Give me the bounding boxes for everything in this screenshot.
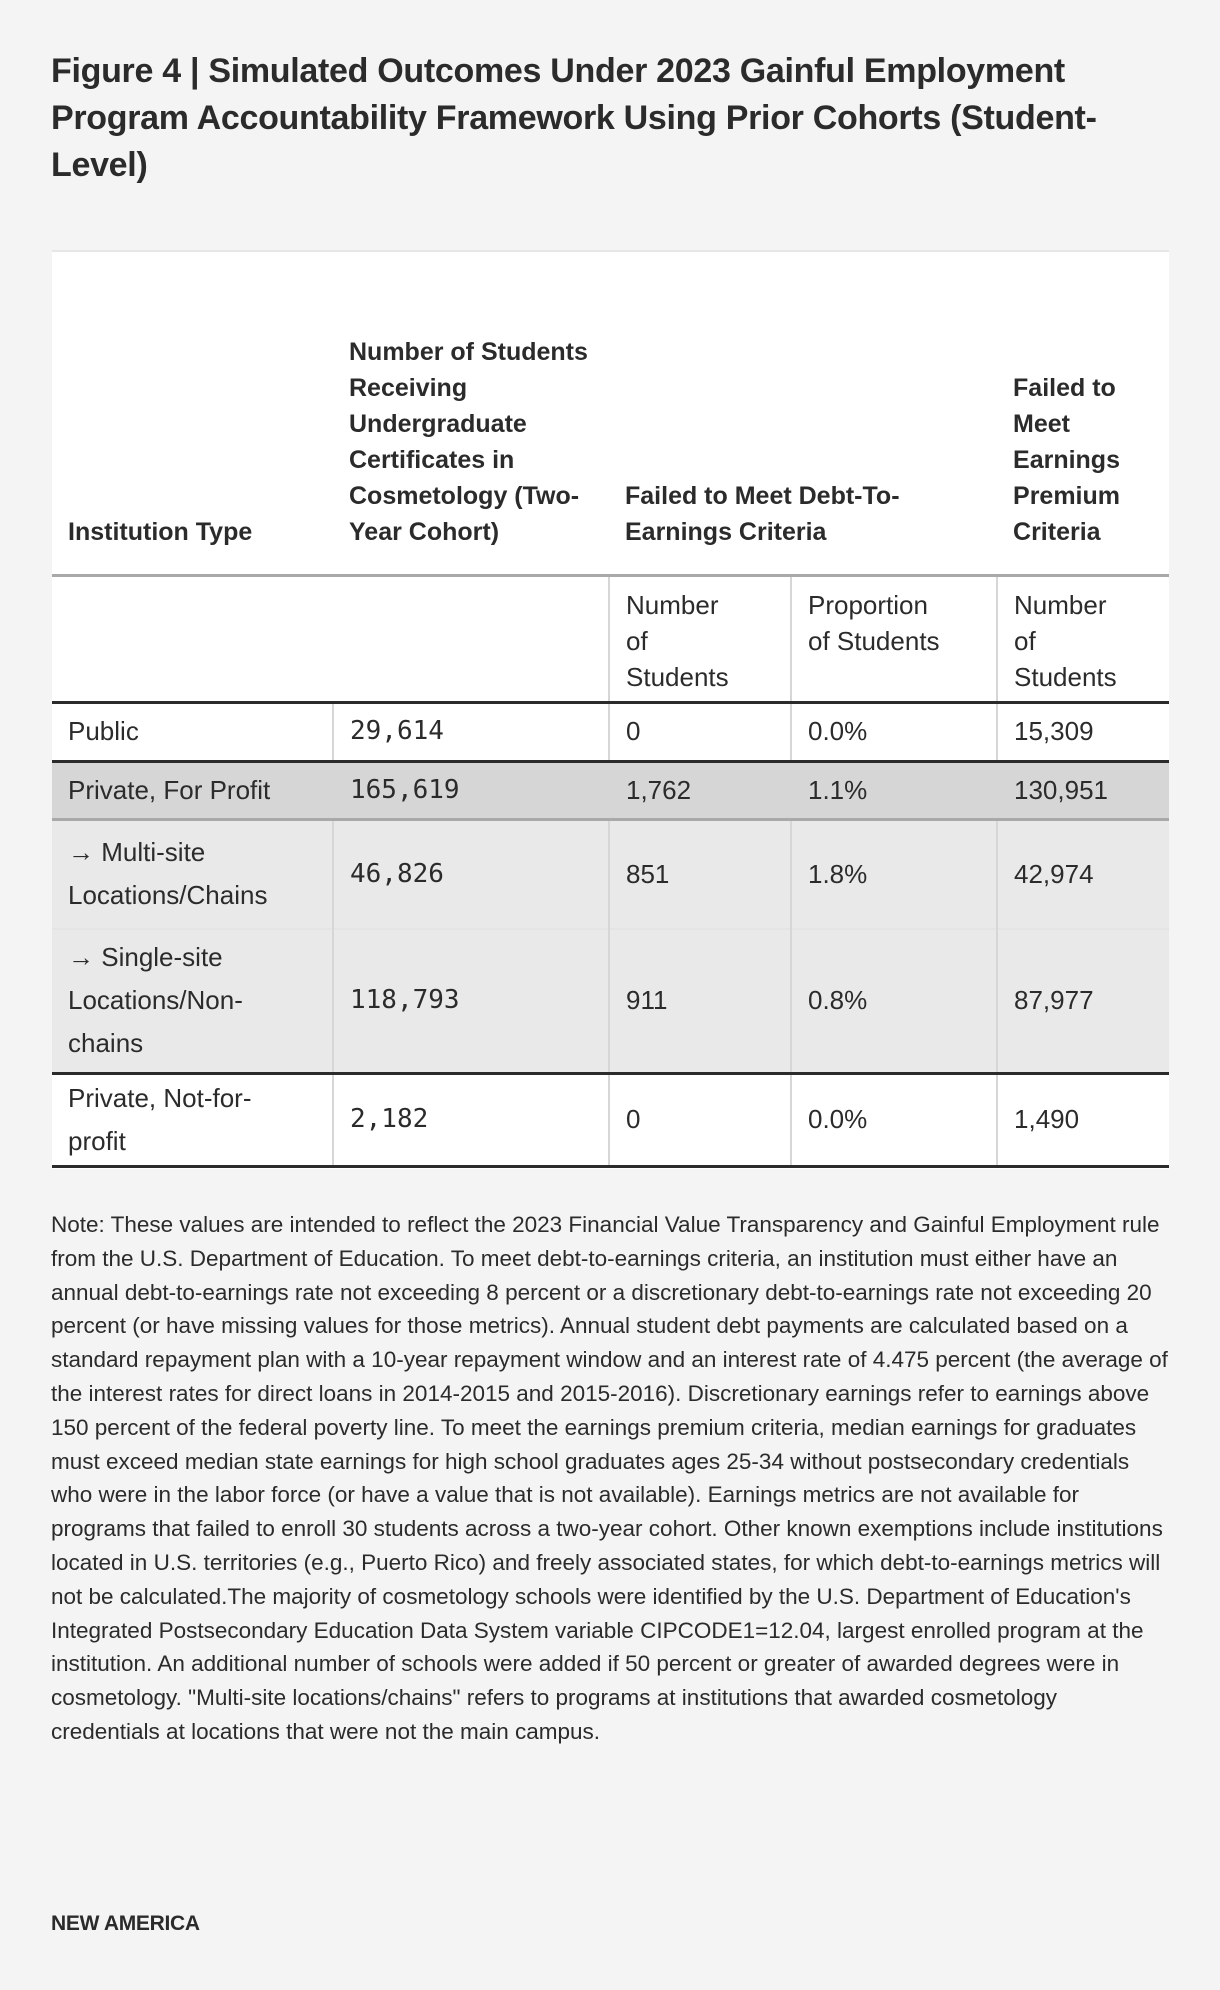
figure-note: Note: These values are intended to reflect the 2023 Financial Value Transparency and Gainful Employment rule from the U.S. Department of Education. To meet debt-to-earnings criteria, an institution must either have an annual debt-to-earnings rate not exceeding 8 percent or a discretionary debt-to-earnings rate not exceeding 20 percent (or have missing values for those metrics). Annual student debt payments are calculated based on a standard repayment plan with a 10-year repayment window and an interest rate of 4.475 percent (the average of the interest rates for direct loans in 2014-2015 and 2015-2016). Discretionary earnings refer to earnings above 150 percent of the federal poverty line. To meet the earnings premium criteria, median earnings for graduates must exceed median state earnings for high school graduates ages 25-34 without postsecondary credentials who were in the labor force (or have a value that is not available). Earnings metrics are not available for programs that failed to enroll 30 students across a two-year cohort. Other known exemptions include institutions located in U.S. territories (e.g., Puerto Rico) and freely associated states, for which debt-to-earnings metrics will not be calculated.The majority of cosmetology schools were identified by the U.S. Department of Education's Integrated Postsecondary Education Data System variable CIPCODE1=12.04, largest enrolled program at the institution. An additional number of schools were added if 50 percent or greater of awarded degrees were in cosmetology. "Multi-site locations/chains" refers to programs at institutions that awarded cosmetology credentials at locations that were not the main campus.: [51, 1212, 1168, 1744]
subheader-dte-proportion: Proportion of Students: [791, 575, 997, 702]
dte-proportion-cell: 0.0%: [791, 1073, 997, 1166]
ep-number-cell: 42,974: [997, 819, 1169, 929]
table-row: [52, 1073, 1169, 1166]
institution-cell: [52, 819, 333, 929]
header-earnings-premium-text: Failed to Meet Earnings Premium Criteria: [1013, 373, 1120, 546]
outcomes-table: [52, 252, 1169, 1168]
institution-cell: Private, For Profit: [52, 761, 333, 819]
table-row: [52, 761, 1169, 819]
header-earnings-premium: [997, 252, 1169, 575]
table-row: [52, 702, 1169, 761]
ep-number-cell: 130,951: [997, 761, 1169, 819]
table-row: [52, 929, 1169, 1073]
ep-number-cell: 15,309: [997, 702, 1169, 761]
dte-number-cell: 1,762: [609, 761, 791, 819]
arrow-right-icon: →: [68, 837, 94, 868]
dte-proportion-cell: 1.8%: [791, 819, 997, 929]
dte-proportion-cell: 0.0%: [791, 702, 997, 761]
total-students-cell: 165,619: [333, 761, 609, 819]
institution-cell: [52, 929, 333, 1073]
figure-title: Figure 4 | Simulated Outcomes Under 2023 Gainful Employment Program Accountability Framework Using Prior Cohorts (Student-Level): [51, 52, 1097, 184]
total-students-cell: 2,182: [333, 1073, 609, 1166]
arrow-right-icon: →: [68, 942, 94, 973]
ep-number-cell: 87,977: [997, 929, 1169, 1073]
dte-number-cell: 0: [609, 702, 791, 761]
institution-label: Single-site Locations/Non-chains: [68, 942, 243, 1059]
ep-number-cell: 1,490: [997, 1073, 1169, 1166]
subheader-empty: [333, 575, 609, 702]
subheader-dte-number: Number of Students: [609, 575, 791, 702]
table-row: [52, 819, 1169, 929]
source-logo-text: NEW AMERICA: [51, 1912, 200, 1935]
header-total-students: Number of Students Receiving Undergraduate Certificates in Cosmetology (Two-Year Cohort): [333, 252, 609, 575]
header-row: [52, 252, 1169, 575]
dte-proportion-cell: 1.1%: [791, 761, 997, 819]
institution-cell: Public: [52, 702, 333, 761]
total-students-cell: 46,826: [333, 819, 609, 929]
data-table-container[interactable]: [52, 250, 1169, 1169]
header-debt-to-earnings: Failed to Meet Debt-To-Earnings Criteria: [609, 252, 997, 575]
total-students-cell: 118,793: [333, 929, 609, 1073]
dte-number-cell: 0: [609, 1073, 791, 1166]
dte-proportion-cell: 0.8%: [791, 929, 997, 1073]
header-institution-type: Institution Type: [52, 252, 333, 575]
subheader-row: [52, 575, 1169, 702]
total-students-cell: 29,614: [333, 702, 609, 761]
dte-number-cell: 911: [609, 929, 791, 1073]
subheader-empty: [52, 575, 333, 702]
subheader-ep-number: Number of Students: [997, 575, 1169, 702]
dte-number-cell: 851: [609, 819, 791, 929]
institution-label: Multi-site Locations/Chains: [68, 837, 268, 911]
institution-cell: Private, Not-for-profit: [52, 1073, 333, 1166]
